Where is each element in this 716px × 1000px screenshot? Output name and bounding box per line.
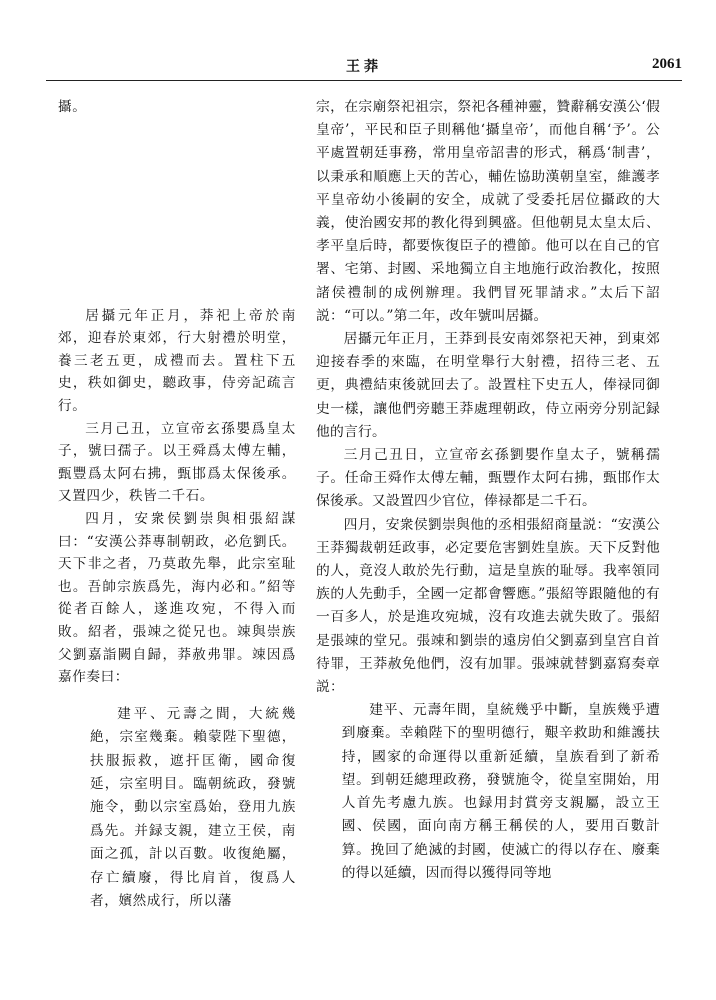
classical-text-column (58, 96, 296, 976)
translation-quote-block (316, 699, 660, 885)
classical-quote: 建平、元壽之間，大統幾絶，宗室幾棄。賴蒙陛下聖德，扶服振救，遮扞匡衛，國命復延，宗室明目。臨朝統政，發號施令，動以宗室爲始，登用九族爲先。并録支親，建立王侯，南面之孤，計以百數。收復絶屬，存亡續廢，得比肩首，復爲人者，嬪然成行，所以藩 (90, 705, 296, 909)
translation-quote: 建平、元壽年間，皇統幾乎中斷，皇族幾乎遭到廢棄。幸賴陛下的聖明德行，艱辛救助和維護扶持，國家的命運得以重新延續，皇族看到了新希望。到朝廷總理政務，發號施令，從皇室開始，用人首先考慮九族。也録用封賞旁支親屬，設立王國、侯國，面向南方稱王稱侯的人，要用百數計算。挽回了絶滅的封國，使滅亡的得以存在、廢棄的得以延續，因而得以獲得同等地 (341, 702, 660, 881)
translation-column (316, 96, 660, 976)
classical-quote-block (58, 703, 296, 914)
quote-gap (58, 689, 296, 703)
classical-paragraph-1: 居攝元年正月，莽祀上帝於南郊，迎春於東郊，行大射禮於明堂，養三老五更，成禮而去。置柱下五史，秩如御史，聽政事，侍旁記疏言行。 (58, 307, 296, 414)
translation-paragraph-1: 居攝元年正月，王莽到長安南郊祭祀天神，到東郊迎接春季的來臨，在明堂舉行大射禮，招待三老、五更，典禮結束後就回去了。設置柱下史五人，俸禄同御史一樣，讓他們旁聽王莽處理朝政，侍立兩旁分别記録他的言行。 (316, 331, 660, 440)
running-title: 王莽 (346, 59, 382, 75)
translation-paragraph-0: 宗，在宗廟祭祀祖宗，祭祀各種神靈，贊辭稱安漢公‘假皇帝’，平民和臣子則稱他‘攝皇帝’，而他自稱‘予’。公平處置朝廷事務，常用皇帝詔書的形式，稱爲‘制書’，以秉承和順應上天的苦心，輔佐協助漢朝皇室，維護孝平皇帝幼小後嗣的安全，成就了受委托居位攝政的大義，使治國安邦的教化得到興盛。但他朝見太皇太后、孝平皇后時，都要恢復臣子的禮節。他可以在自己的官署、宅第、封國、采地獨立自主地施行政治教化，按照諸侯禮制的成例辦理。我們冒死罪請求。”太后下詔説：“可以。”第二年，改年號叫居攝。 (316, 99, 660, 324)
translation-paragraph-2: 三月己丑日，立宣帝玄孫劉嬰作皇太子，號稱孺子。任命王舜作太傅左輔，甄豐作太阿右拂，甄邯作太保後承。又設置四少官位，俸禄都是二千石。 (316, 447, 660, 510)
header-rule (46, 80, 682, 81)
column-gap (58, 119, 296, 305)
translation-paragraph-3: 四月，安衆侯劉崇與他的丞相張紹商量説：“安漢公王莽獨裁朝廷政事，必定要危害劉姓皇族。天下反對他的人，竟沒人敢於先行動，這是皇族的耻辱。我率領同族的人先動手，全國一定都會響應。”張紹等跟隨他的有一百多人，於是進攻宛城，沒有攻進去就失敗了。張紹是張竦的堂兄。張竦和劉崇的遠房伯父劉嘉到皇宫自首待罪，王莽赦免他們，沒有加罪。張竦就替劉嘉寫奏章説： (316, 516, 660, 696)
page-header (46, 56, 682, 78)
classical-paragraph-2: 三月己丑，立宣帝玄孫嬰爲皇太子，號曰孺子。以王舜爲太傅左輔，甄豐爲太阿右拂，甄邯爲太保後承。又置四少，秩皆二千石。 (58, 420, 296, 505)
classical-paragraph-0: 攝。 (58, 99, 87, 115)
classical-paragraph-3: 四月，安衆侯劉崇與相張紹謀曰：“安漢公莽專制朝政，必危劉氏。天下非之者，乃莫敢先舉，此宗室耻也。吾帥宗族爲先，海内必和。”紹等從者百餘人，遂進攻宛，不得入而敗。紹者，張竦之從兄也。竦與崇族父劉嘉詣闕自歸，莽赦弗罪。竦因爲嘉作奏曰： (58, 510, 296, 686)
page-number: 2061 (652, 56, 682, 72)
